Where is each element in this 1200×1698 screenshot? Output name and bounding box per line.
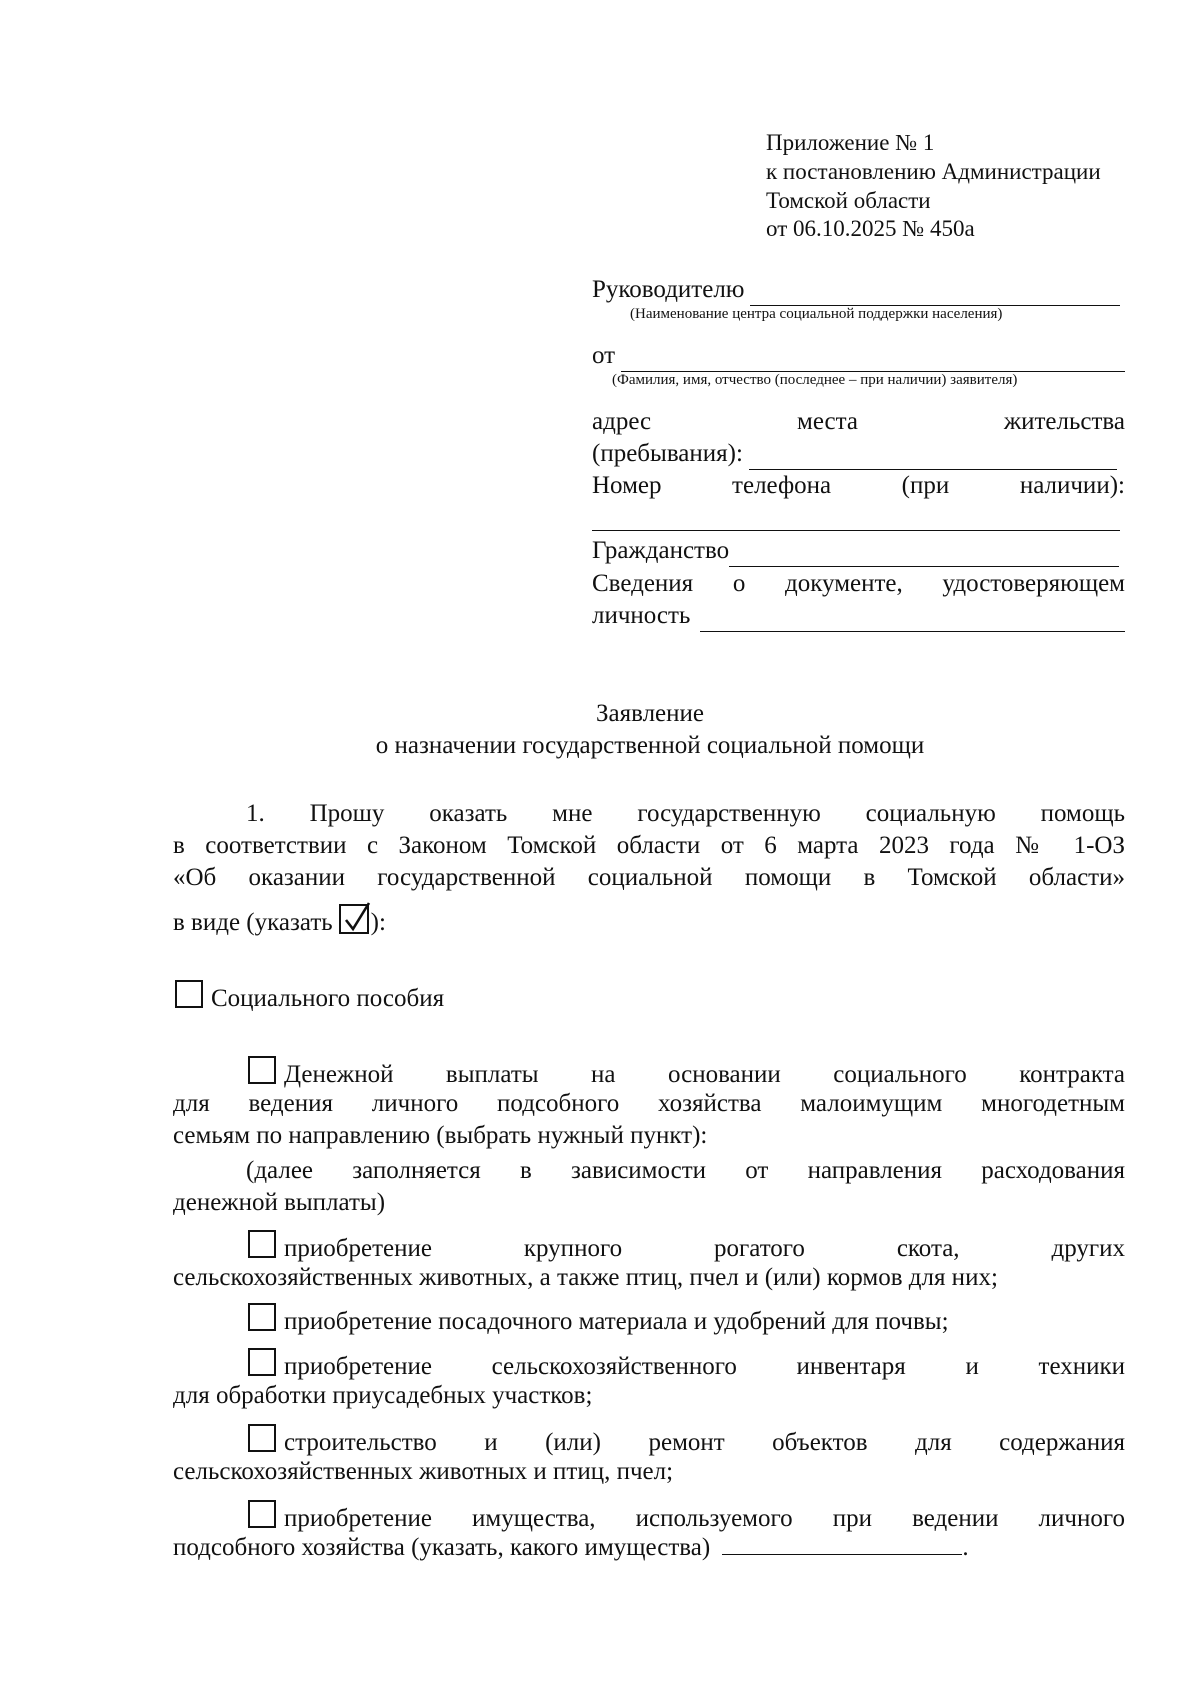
item-4-line-1 bbox=[248, 1424, 1125, 1459]
p1-line-4 bbox=[173, 904, 386, 939]
phone-word-3: (при bbox=[901, 472, 950, 499]
appendix-line-4: от 06.10.2025 № 450а bbox=[766, 216, 975, 241]
option-cash-line-1 bbox=[248, 1056, 1125, 1091]
appendix-line-1: Приложение № 1 bbox=[766, 130, 935, 155]
cash-payment-checkbox[interactable] bbox=[248, 1056, 276, 1084]
id-doc-label: личность bbox=[592, 602, 691, 629]
note-line-1: (далее заполняется в зависимости от направления расходования bbox=[246, 1157, 1125, 1184]
item-2-checkbox[interactable] bbox=[248, 1303, 276, 1331]
p1-line-4-text: в виде (указать bbox=[173, 909, 333, 936]
item-4-line-2: сельскохозяйственных животных и птиц, пчел; bbox=[173, 1458, 674, 1485]
address-word-2: места bbox=[797, 408, 858, 435]
option-cash-label: Денежной выплаты на основании социального контракта bbox=[284, 1061, 1125, 1088]
phone-word-2: телефона bbox=[732, 472, 832, 499]
option-social-benefit bbox=[175, 980, 444, 1015]
phone-word-1: Номер bbox=[592, 472, 662, 499]
item-5-line-2 bbox=[173, 1532, 969, 1564]
recipient-label: Руководителю bbox=[592, 276, 745, 303]
address-word-1: адрес bbox=[592, 408, 652, 435]
document-title: Заявление bbox=[595, 700, 705, 727]
item-3-checkbox[interactable] bbox=[248, 1348, 276, 1376]
item-1-line-1 bbox=[248, 1230, 1125, 1265]
option-cash-line-3: семьям по направлению (выбрать нужный пункт): bbox=[173, 1122, 708, 1149]
item-5-label: приобретение имущества, используемого при ведении личного bbox=[284, 1505, 1125, 1532]
social-benefit-checkbox[interactable] bbox=[175, 980, 203, 1008]
checked-checkbox-icon bbox=[339, 904, 369, 934]
item-1-checkbox[interactable] bbox=[248, 1230, 276, 1258]
item-1-label: приобретение крупного рогатого скота, других bbox=[284, 1235, 1125, 1262]
phone-word-4: наличии): bbox=[1019, 472, 1125, 499]
address-field[interactable] bbox=[749, 447, 1117, 470]
item-5-line-2-text: подсобного хозяйства (указать, какого имущества) bbox=[173, 1534, 711, 1561]
item-2-line-1 bbox=[248, 1303, 949, 1338]
p1-line-3: «Об оказании государственной социальной помощи в Томской области» bbox=[173, 864, 1125, 891]
appendix-line-3: Томской области bbox=[766, 188, 931, 213]
option-social-benefit-label: Социального пособия bbox=[211, 985, 445, 1012]
address-line-1 bbox=[592, 406, 1125, 438]
applicant-label: от bbox=[592, 342, 616, 369]
citizenship-row bbox=[592, 535, 1119, 567]
document-subtitle: о назначении государственной социальной помощи bbox=[375, 732, 925, 759]
applicant-caption: (Фамилия, имя, отчество (последнее – при наличии) заявителя) bbox=[612, 372, 1018, 388]
applicant-name-field[interactable] bbox=[621, 349, 1125, 372]
item-2-label: приобретение посадочного материала и удобрений для почвы; bbox=[284, 1308, 949, 1335]
id-doc-row bbox=[592, 600, 1125, 632]
phone-field[interactable] bbox=[592, 508, 1120, 531]
address-label-2: (пребывания): bbox=[592, 440, 743, 467]
item-4-label: строительство и (или) ремонт объектов для содержания bbox=[284, 1429, 1125, 1456]
address-word-3: жительства bbox=[1003, 408, 1125, 435]
item-5-line-2-end: . bbox=[962, 1534, 969, 1561]
address-line-2 bbox=[592, 438, 1117, 470]
citizenship-label: Гражданство bbox=[592, 537, 730, 564]
recipient-row bbox=[592, 274, 1120, 306]
id-doc-line-1: Сведения о документе, удостоверяющем bbox=[592, 570, 1125, 597]
item-4-checkbox[interactable] bbox=[248, 1424, 276, 1452]
item-1-line-2: сельскохозяйственных животных, а также птиц, пчел и (или) кормов для них; bbox=[173, 1264, 998, 1291]
item-5-line-1 bbox=[248, 1500, 1125, 1535]
item-3-label: приобретение сельскохозяйственного инвентаря и техники bbox=[284, 1353, 1125, 1380]
id-doc-field[interactable] bbox=[700, 609, 1125, 632]
item-3-line-2: для обработки приусадебных участков; bbox=[173, 1382, 593, 1409]
p1-line-1: 1. Прошу оказать мне государственную социальную помощь bbox=[246, 800, 1125, 827]
option-cash-line-2: для ведения личного подсобного хозяйства малоимущим многодетным bbox=[173, 1090, 1125, 1117]
recipient-caption: (Наименование центра социальной поддержки населения) bbox=[630, 306, 1003, 322]
item-5-checkbox[interactable] bbox=[248, 1500, 276, 1528]
citizenship-field[interactable] bbox=[729, 544, 1119, 567]
p1-line-4-end: ): bbox=[370, 909, 386, 936]
appendix-line-2: к постановлению Администрации bbox=[766, 159, 1101, 184]
recipient-field[interactable] bbox=[750, 283, 1120, 306]
phone-line bbox=[592, 470, 1125, 502]
note-line-2: денежной выплаты) bbox=[173, 1189, 386, 1216]
property-field[interactable] bbox=[722, 1532, 962, 1555]
p1-line-2: в соответствии с Законом Томской области от 6 марта 2023 года № 1-ОЗ bbox=[173, 832, 1125, 859]
applicant-row bbox=[592, 340, 1125, 372]
item-3-line-1 bbox=[248, 1348, 1125, 1383]
